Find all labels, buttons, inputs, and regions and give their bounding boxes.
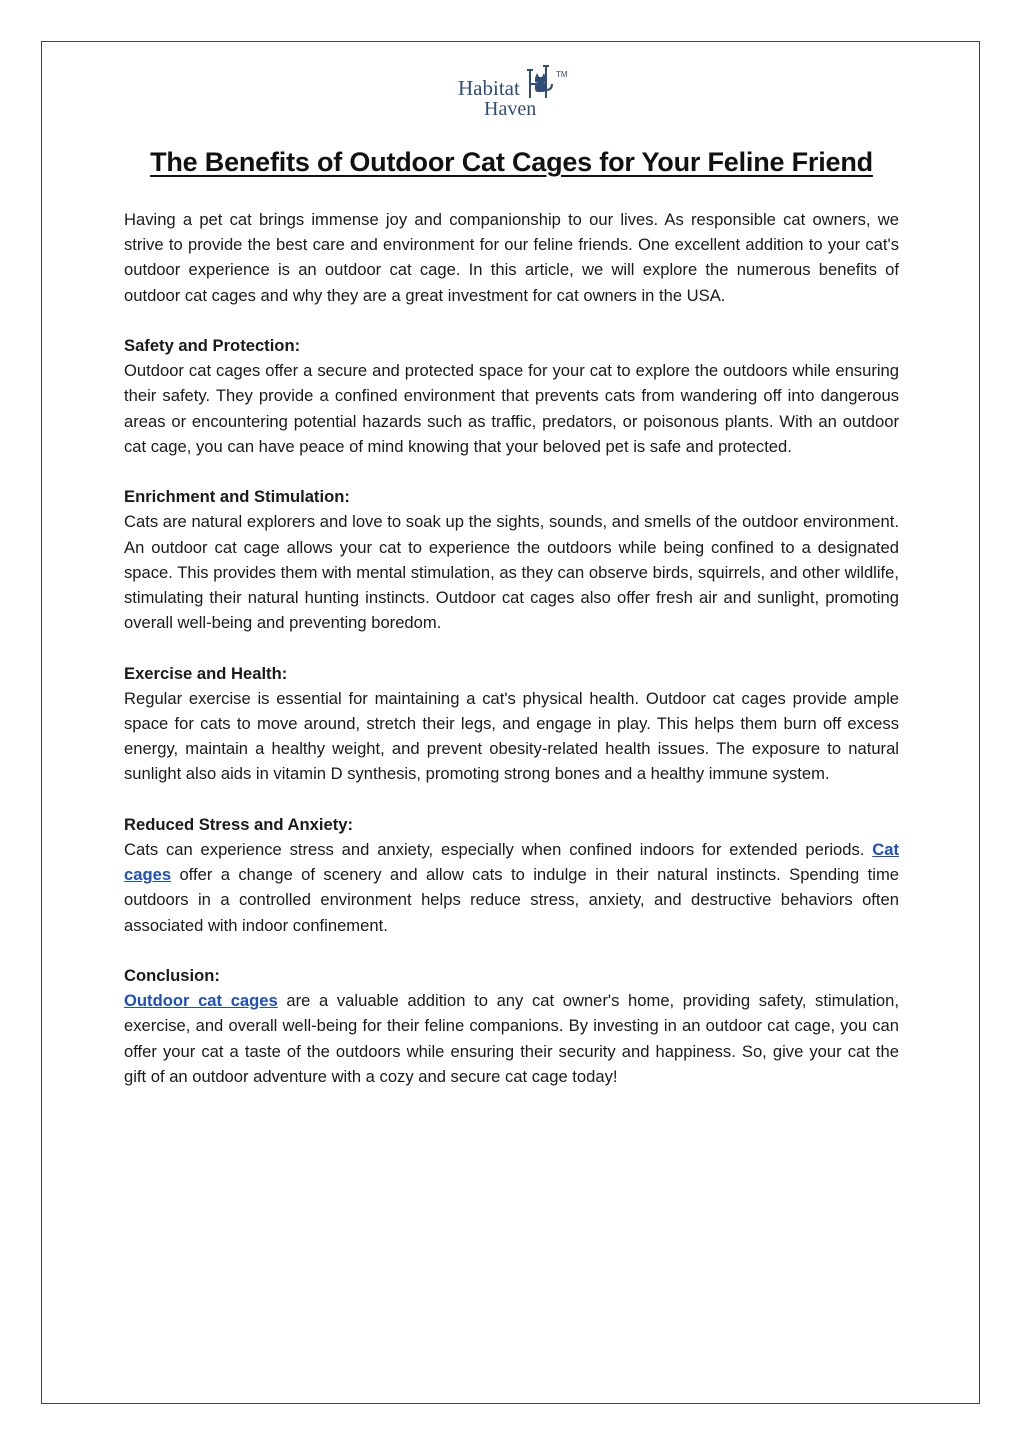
section-heading-safety: Safety and Protection: (124, 336, 301, 355)
section-heading-conclusion: Conclusion: (124, 966, 220, 986)
section-body-conclusion-text: are a valuable addition to any cat owner's home, providing safety, stimulation, exercise, and overall well-being for their feline companions. By investing in an outdoor cat cage, you can offer your cat a taste of the outdoors while ensuring their security and happiness. So, give your cat the gift of an outdoor adventure with a cozy and secure cat cage today! (124, 991, 899, 1086)
outdoor-cat-cages-link[interactable]: Outdoor cat cages (124, 991, 278, 1011)
section-body-enrichment: Cats are natural explorers and love to soak up the sights, sounds, and smells of the outdoor environment. An outdoor cat cage allows your cat to experience the outdoors while being confined to a designated space. This provides them with mental stimulation, as they can observe birds, squirrels, and other wildlife, stimulating their natural hunting instincts. Outdoor cat cages also offer fresh air and sunlight, promoting overall well-being and preventing boredom. (124, 512, 899, 633)
section-heading-enrichment: Enrichment and Stimulation: (124, 487, 350, 507)
intro-paragraph: Having a pet cat brings immense joy and companionship to our lives. As responsible cat owners, we strive to provide the best care and environment for our feline friends. One excellent addition to your cat's outdoor experience is an outdoor cat cage. In this article, we will explore the numerous benefits of outdoor cat cages and why they are a great investment for cat owners in the USA. (124, 210, 899, 305)
section-body-stress (124, 837, 899, 938)
section-body-conclusion (124, 988, 899, 1089)
habitat-haven-logo (456, 64, 572, 120)
section-body-stress-text-after: offer a change of scenery and allow cats to indulge in their natural instincts. Spending time outdoors in a controlled environment helps reduce stress, anxiety, and destructive behaviors often associated with indoor confinement. (124, 865, 899, 935)
logo-trademark: TM (556, 70, 568, 79)
logo-text-habitat: Habitat (458, 76, 520, 100)
section-body-stress-text-before: Cats can experience stress and anxiety, especially when confined indoors for extended periods. (124, 840, 873, 860)
logo-text-haven: Haven (484, 98, 537, 120)
section-body-exercise: Regular exercise is essential for maintaining a cat's physical health. Outdoor cat cages provide ample space for cats to move around, stretch their legs, and engage in play. This helps them burn off excess energy, maintain a healthy weight, and prevent obesity-related health issues. The exposure to natural sunlight also aids in vitamin D synthesis, promoting strong bones and a healthy immune system. (124, 688, 899, 784)
section-body-safety: Outdoor cat cages offer a secure and protected space for your cat to explore the outdoors while ensuring their safety. They provide a confined environment that prevents cats from wandering off into dangerous areas or encountering potential hazards such as traffic, predators, or poisonous plants. With an outdoor cat cage, you can have peace of mind knowing that your beloved pet is safe and protected. (124, 361, 899, 456)
cat-in-house-icon (526, 64, 558, 100)
cat-cages-link[interactable]: Cat cages (124, 840, 899, 885)
section-heading-stress: Reduced Stress and Anxiety: (124, 814, 353, 834)
article-body (124, 207, 899, 1089)
section-heading-exercise: Exercise and Health: (124, 663, 288, 683)
document-title: The Benefits of Outdoor Cat Cages for Your Feline Friend (150, 147, 873, 177)
